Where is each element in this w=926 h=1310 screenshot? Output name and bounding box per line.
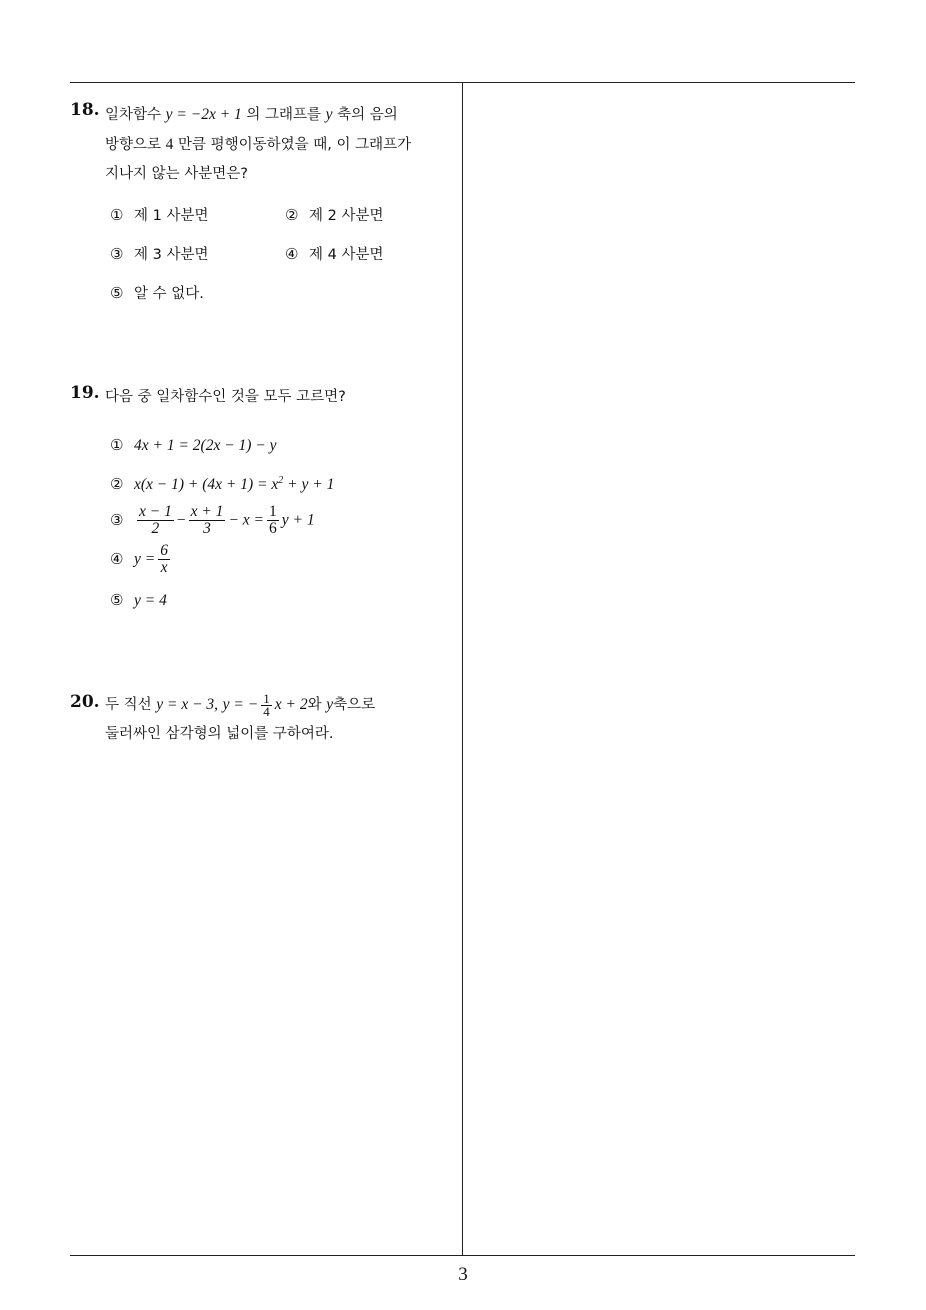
text-fragment: 두 직선 — [105, 697, 152, 713]
math-variable: y — [325, 106, 333, 123]
math-expression: y = 4 — [134, 592, 167, 609]
choice-label: 제 2 사분면 — [309, 208, 384, 224]
question-line: 지나지 않는 사분면은? — [105, 166, 248, 182]
choice-marker: ② — [110, 475, 124, 494]
q19-choice-2[interactable] — [110, 475, 334, 494]
text-fragment: 일차함수 — [105, 107, 162, 123]
fraction-denominator: 4 — [263, 703, 270, 719]
choice-marker: ① — [110, 436, 124, 454]
choice-marker: ④ — [285, 245, 299, 263]
fraction-denominator: x — [160, 559, 168, 576]
fraction-numerator: x − 1 — [139, 503, 172, 520]
choice-marker: ④ — [110, 549, 124, 568]
q19-choice-5[interactable] — [110, 591, 167, 610]
bottom-rule — [70, 1255, 855, 1256]
math-expression: 4x + 1 = 2(2x − 1) − y — [134, 437, 277, 454]
choice-marker: ③ — [110, 510, 124, 529]
question-line — [105, 690, 455, 720]
math-expression: $x(x - 1) + (4x + 1) = x^2 + y + 1$ — [134, 475, 335, 494]
q19-choice-3[interactable] — [110, 504, 315, 537]
q18-choice-1[interactable] — [110, 204, 208, 225]
text-fragment: 방향으로 — [105, 137, 162, 153]
fraction-denominator: 3 — [203, 520, 211, 537]
math-expression: − x = — [228, 511, 264, 529]
math-expression: x + 2 — [274, 696, 308, 713]
question-19 — [70, 383, 455, 423]
fraction-numerator: x + 1 — [190, 503, 224, 520]
text-fragment: 축으로 — [333, 697, 376, 713]
question-number: 18. — [70, 100, 100, 120]
question-text — [105, 100, 455, 189]
fraction — [267, 504, 279, 537]
question-line — [105, 100, 455, 130]
math-variable: y — [326, 696, 334, 713]
question-number: 20. — [70, 692, 100, 712]
choice-label: 제 3 사분면 — [134, 247, 209, 263]
question-text — [105, 383, 455, 412]
math-expression: y + 1 — [281, 511, 315, 529]
page-number: 3 — [458, 1264, 468, 1285]
math-number: 4 — [165, 136, 174, 153]
column-divider — [462, 82, 463, 1255]
fraction-numerator: 1 — [263, 690, 270, 706]
fraction-numerator: 1 — [269, 503, 277, 520]
question-text — [105, 690, 455, 749]
text-fragment: 의 그래프를 — [246, 107, 322, 123]
question-number: 19. — [70, 383, 100, 403]
q19-choice-4[interactable] — [110, 543, 173, 576]
choice-marker: ⑤ — [110, 591, 124, 609]
fraction — [137, 504, 174, 537]
question-line — [105, 130, 455, 160]
fraction — [261, 690, 272, 719]
choice-marker: ③ — [110, 245, 124, 263]
q18-choice-4[interactable] — [285, 243, 383, 264]
question-20 — [70, 692, 455, 762]
math-operator: − — [176, 511, 186, 529]
question-line: 둘러싸인 삼각형의 넓이를 구하여라. — [105, 726, 334, 742]
q18-choice-5[interactable] — [110, 282, 204, 303]
choice-label: 제 1 사분면 — [134, 208, 209, 224]
math-expression: y = x − 3, — [156, 696, 219, 713]
text-fragment: 축의 음의 — [337, 107, 398, 123]
choice-marker: ② — [285, 206, 299, 224]
question-line: 다음 중 일차함수인 것을 모두 고르면? — [105, 389, 346, 405]
fraction — [158, 543, 170, 576]
choice-label: 제 4 사분면 — [309, 247, 384, 263]
math-expression: y = − — [222, 696, 259, 713]
fraction-denominator: 2 — [151, 520, 160, 537]
choice-label: 알 수 없다. — [134, 286, 204, 302]
q18-choice-2[interactable] — [285, 204, 383, 225]
fraction-denominator: 6 — [269, 520, 277, 537]
math-expression: y = — [134, 550, 156, 568]
text-fragment: 와 — [307, 697, 322, 713]
fraction — [189, 504, 226, 537]
text-fragment: 만큼 평행이동하였을 때, 이 그래프가 — [178, 137, 412, 153]
fraction-numerator: 6 — [160, 542, 168, 559]
choice-marker: ⑤ — [110, 284, 124, 302]
math-expression: y = −2x + 1 — [165, 106, 242, 123]
q19-choice-1[interactable] — [110, 436, 277, 455]
choice-marker: ① — [110, 206, 124, 224]
q18-choice-3[interactable] — [110, 243, 208, 264]
